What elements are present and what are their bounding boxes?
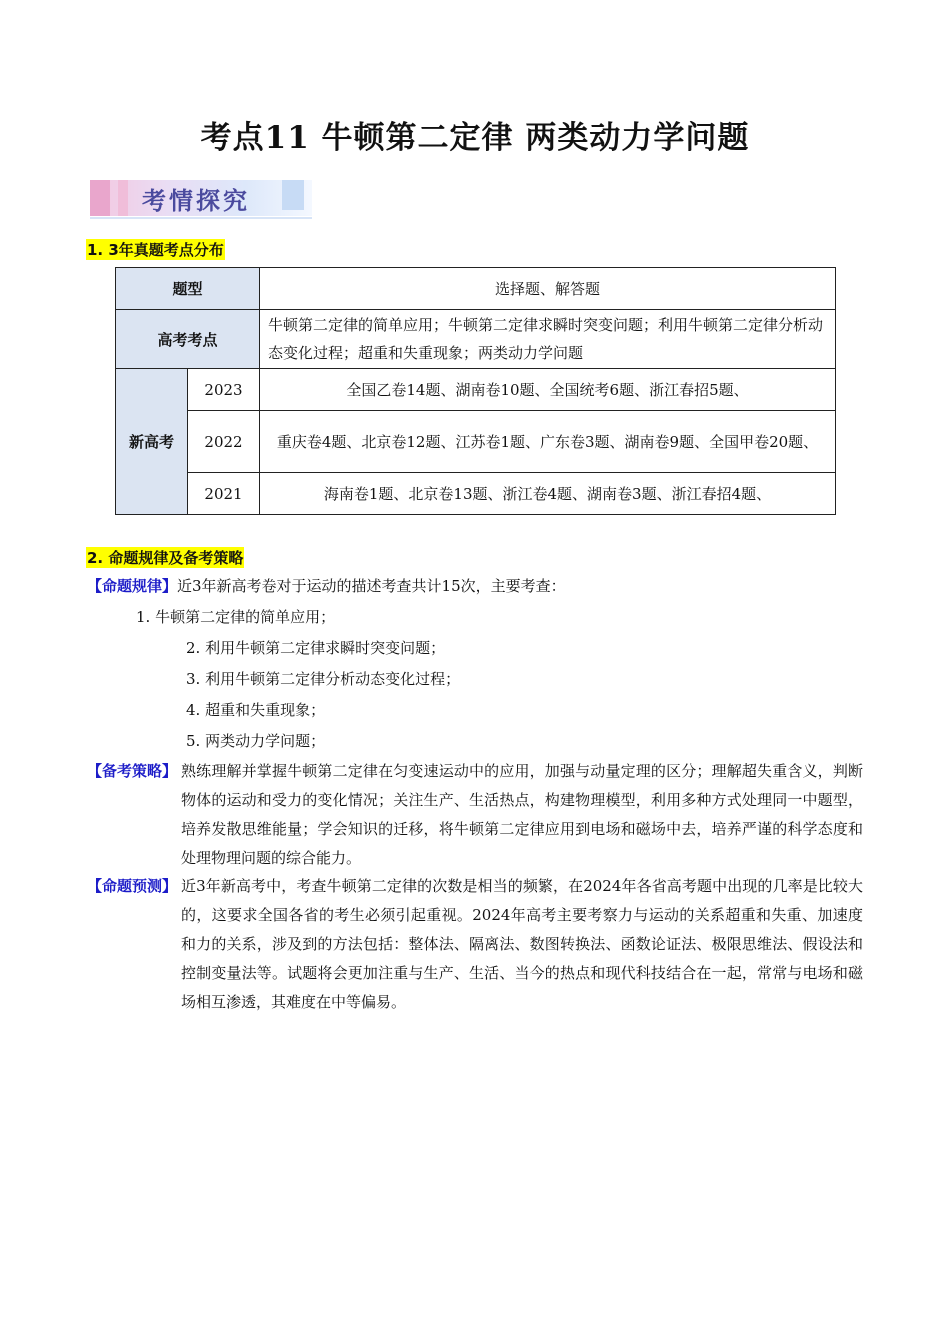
section-banner bbox=[90, 180, 312, 220]
year-cell: 2023 bbox=[188, 369, 260, 411]
section1-heading: 1. 3年真题考点分布 bbox=[87, 241, 224, 259]
page-title: 考点11 牛顿第二定律 两类动力学问题 bbox=[200, 120, 750, 156]
banner-title: 考情探究 bbox=[142, 187, 250, 215]
predict-tag: 【命题预测】 bbox=[87, 877, 178, 895]
points-label-cell: 高考考点 bbox=[116, 310, 260, 369]
papers-cell: 全国乙卷14题、湖南卷10题、全国统考6题、浙江春招5题、 bbox=[260, 369, 836, 411]
papers-cell: 海南卷1题、北京卷13题、浙江卷4题、湖南卷3题、浙江春招4题、 bbox=[260, 473, 836, 515]
new-exam-label-cell: 新高考 bbox=[116, 369, 188, 515]
papers-cell: 重庆卷4题、北京卷12题、江苏卷1题、广东卷3题、湖南卷9题、全国甲卷20题、 bbox=[260, 411, 836, 473]
table-row bbox=[116, 411, 836, 473]
year-cell: 2022 bbox=[188, 411, 260, 473]
table-row bbox=[116, 310, 836, 369]
strategy-tag: 【备考策略】 bbox=[87, 762, 178, 780]
type-value-cell: 选择题、解答题 bbox=[260, 268, 836, 310]
type-label-cell: 题型 bbox=[116, 268, 260, 310]
list-item: 2. 利用牛顿第二定律求瞬时突变问题； bbox=[186, 639, 446, 657]
table-row bbox=[116, 268, 836, 310]
points-value-cell: 牛顿第二定律的简单应用；牛顿第二定律求瞬时突变问题；利用牛顿第二定律分析动态变化过程；超重和失重现象；两类动力学问题 bbox=[260, 310, 836, 369]
banner-underline bbox=[90, 217, 312, 219]
list-item: 3. 利用牛顿第二定律分析动态变化过程； bbox=[186, 670, 461, 688]
banner-decor-block bbox=[90, 180, 110, 216]
banner-decor-block bbox=[282, 180, 304, 210]
table-row bbox=[116, 369, 836, 411]
list-item: 5. 两类动力学问题； bbox=[186, 732, 326, 750]
exam-distribution-table bbox=[115, 267, 836, 515]
section2-heading: 2. 命题规律及备考策略 bbox=[87, 549, 244, 567]
list-item: 4. 超重和失重现象； bbox=[186, 701, 326, 719]
banner-decor-block bbox=[118, 180, 128, 216]
list-item: 1. 牛顿第二定律的简单应用； bbox=[136, 608, 336, 626]
year-cell: 2021 bbox=[188, 473, 260, 515]
table-row bbox=[116, 473, 836, 515]
rule-tag: 【命题规律】 bbox=[87, 577, 178, 595]
strategy-text: 熟练理解并掌握牛顿第二定律在匀变速运动中的应用，加强与动量定理的区分；理解超失重含义，判断物体的运动和受力的变化情况；关注生产、生活热点，构建物理模型，利用多种方式处理同一中题型，培养发散思维能量；学会知识的迁移，将牛顿第二定律应用到电场和磁场中去，培养严谨的科学态度和处理物理问题的综合能力。 bbox=[181, 762, 863, 867]
predict-text: 近3年新高考中，考查牛顿第二定律的次数是相当的频繁，在2024年各省高考题中出现的几率是比较大的，这要求全国各省的考生必须引起重视。2024年高考主要考察力与运动的关系超重和失重、加速度和力的关系，涉及到的方法包括：整体法、隔离法、数图转换法、函数论证法、极限思维法、假设法和控制变量法等。试题将会更加注重与生产、生活、当今的热点和现代科技结合在一起，常常与电场和磁场相互渗透，其难度在中等偏易。 bbox=[181, 877, 863, 1011]
rule-line bbox=[87, 572, 867, 601]
rule-intro: 近3年新高考卷对于运动的描述考查共计15次，主要考查： bbox=[177, 577, 566, 595]
